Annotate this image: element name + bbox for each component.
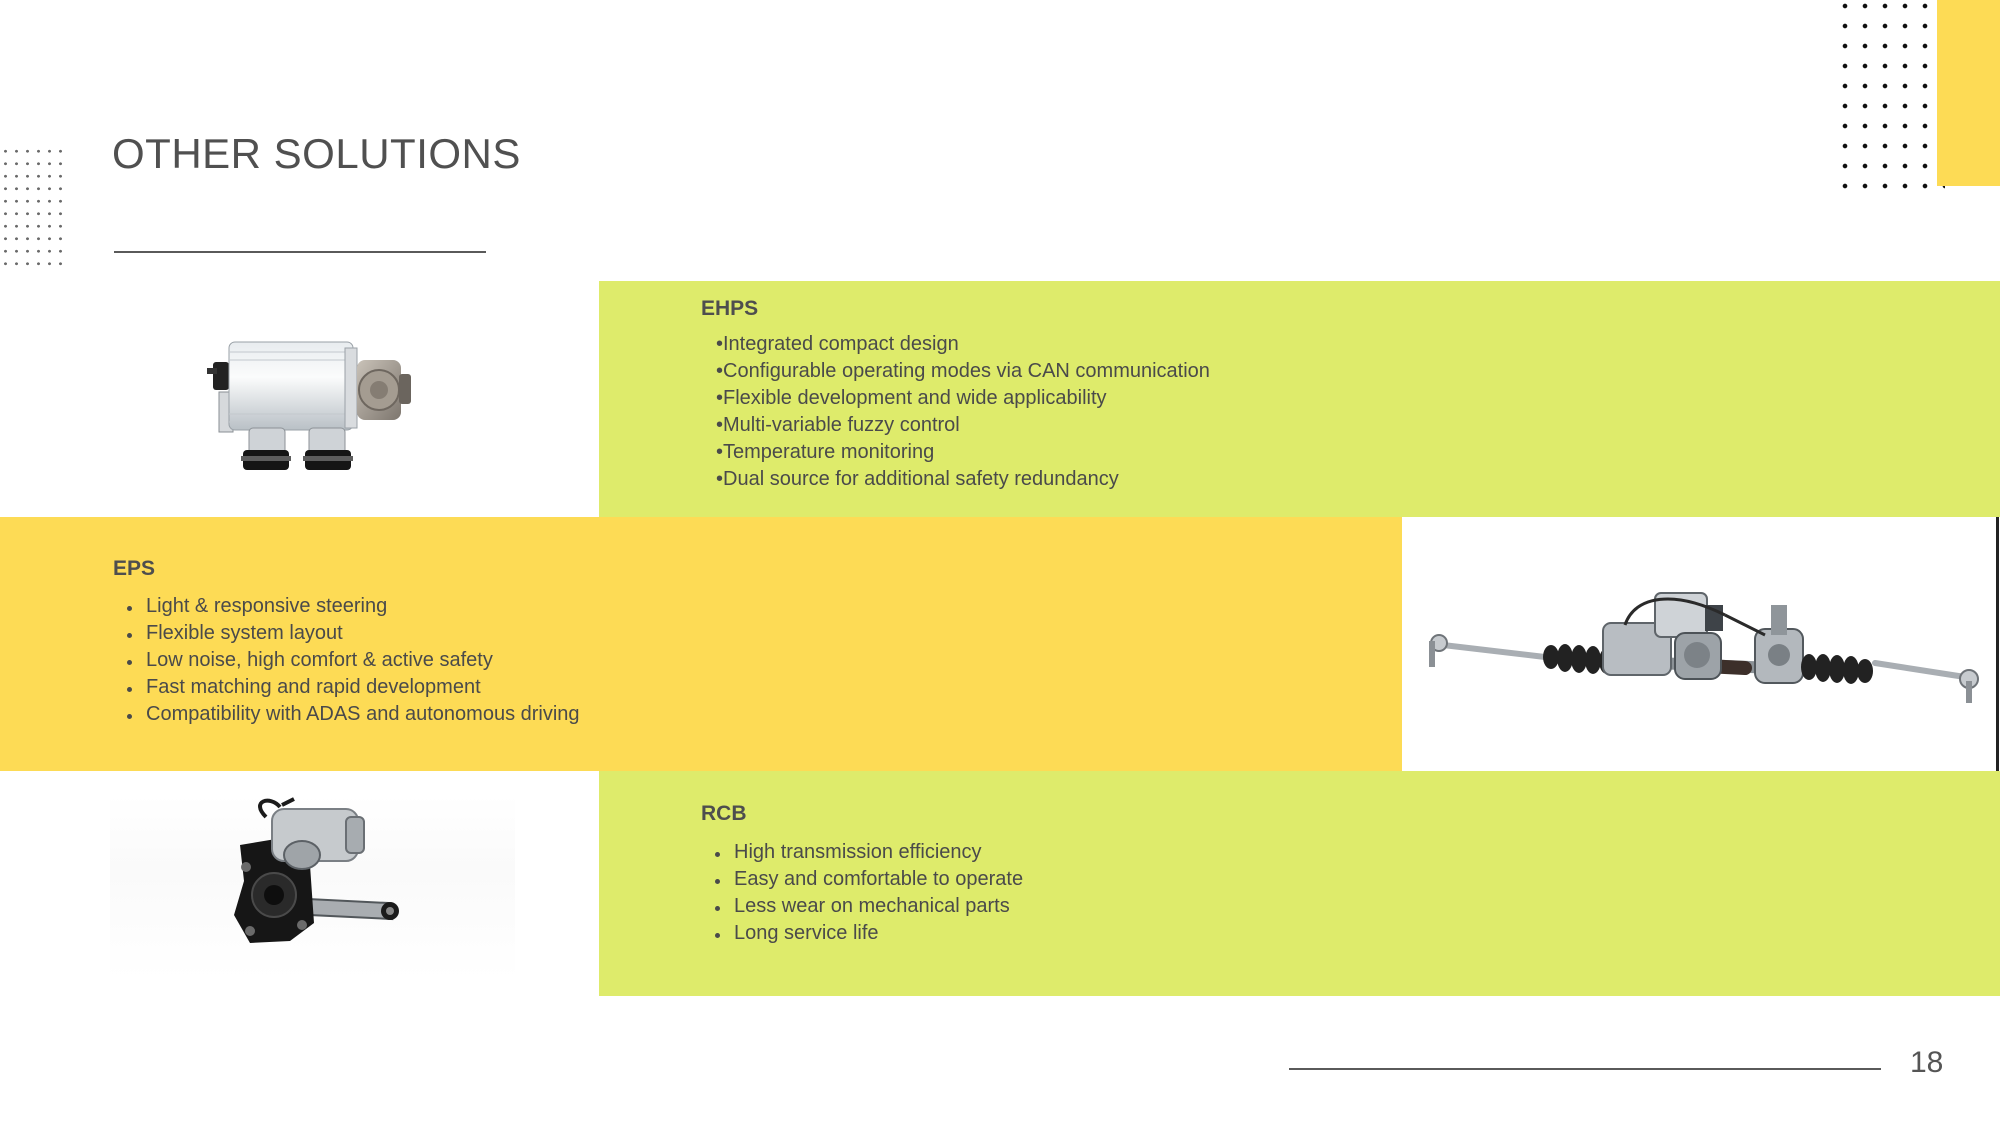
list-item: •Configurable operating modes via CAN communication xyxy=(716,360,1210,382)
title-underline xyxy=(114,251,486,253)
ehps-bullet-list xyxy=(716,331,1210,493)
steering-gearbox-icon xyxy=(210,795,410,950)
rcb-bullet-list xyxy=(700,839,1023,947)
list-item: Light & responsive steering xyxy=(112,593,580,620)
steering-rack-icon xyxy=(1425,585,1985,715)
ehps-heading: EHPS xyxy=(701,297,759,320)
list-item: Long service life xyxy=(700,920,1023,947)
dot-grid-decoration-right xyxy=(1835,0,1945,190)
list-item: •Temperature monitoring xyxy=(716,441,935,463)
list-item: •Integrated compact design xyxy=(716,333,959,355)
rcb-heading: RCB xyxy=(701,802,747,825)
list-item: Flexible system layout xyxy=(112,620,580,647)
list-item: •Multi-variable fuzzy control xyxy=(716,414,960,436)
list-item: Fast matching and rapid development xyxy=(112,674,580,701)
list-item: •Dual source for additional safety redundancy xyxy=(716,468,1119,490)
list-item: High transmission efficiency xyxy=(700,839,1023,866)
eps-heading: EPS xyxy=(113,557,156,580)
eps-bullet-list xyxy=(112,593,580,728)
yellow-corner-accent xyxy=(1937,0,2000,186)
eps-image-border xyxy=(1996,517,1999,771)
page-title: OTHER SOLUTIONS xyxy=(112,130,521,177)
list-item: Easy and comfortable to operate xyxy=(700,866,1023,893)
list-item: Less wear on mechanical parts xyxy=(700,893,1023,920)
list-item: •Flexible development and wide applicability xyxy=(716,387,1107,409)
list-item: Low noise, high comfort & active safety xyxy=(112,647,580,674)
electro-hydraulic-pump-icon xyxy=(205,330,445,485)
list-item: Compatibility with ADAS and autonomous driving xyxy=(112,701,580,728)
page-number: 18 xyxy=(1910,1046,1944,1079)
footer-rule xyxy=(1289,1068,1881,1070)
dot-grid-decoration-left xyxy=(0,145,68,270)
